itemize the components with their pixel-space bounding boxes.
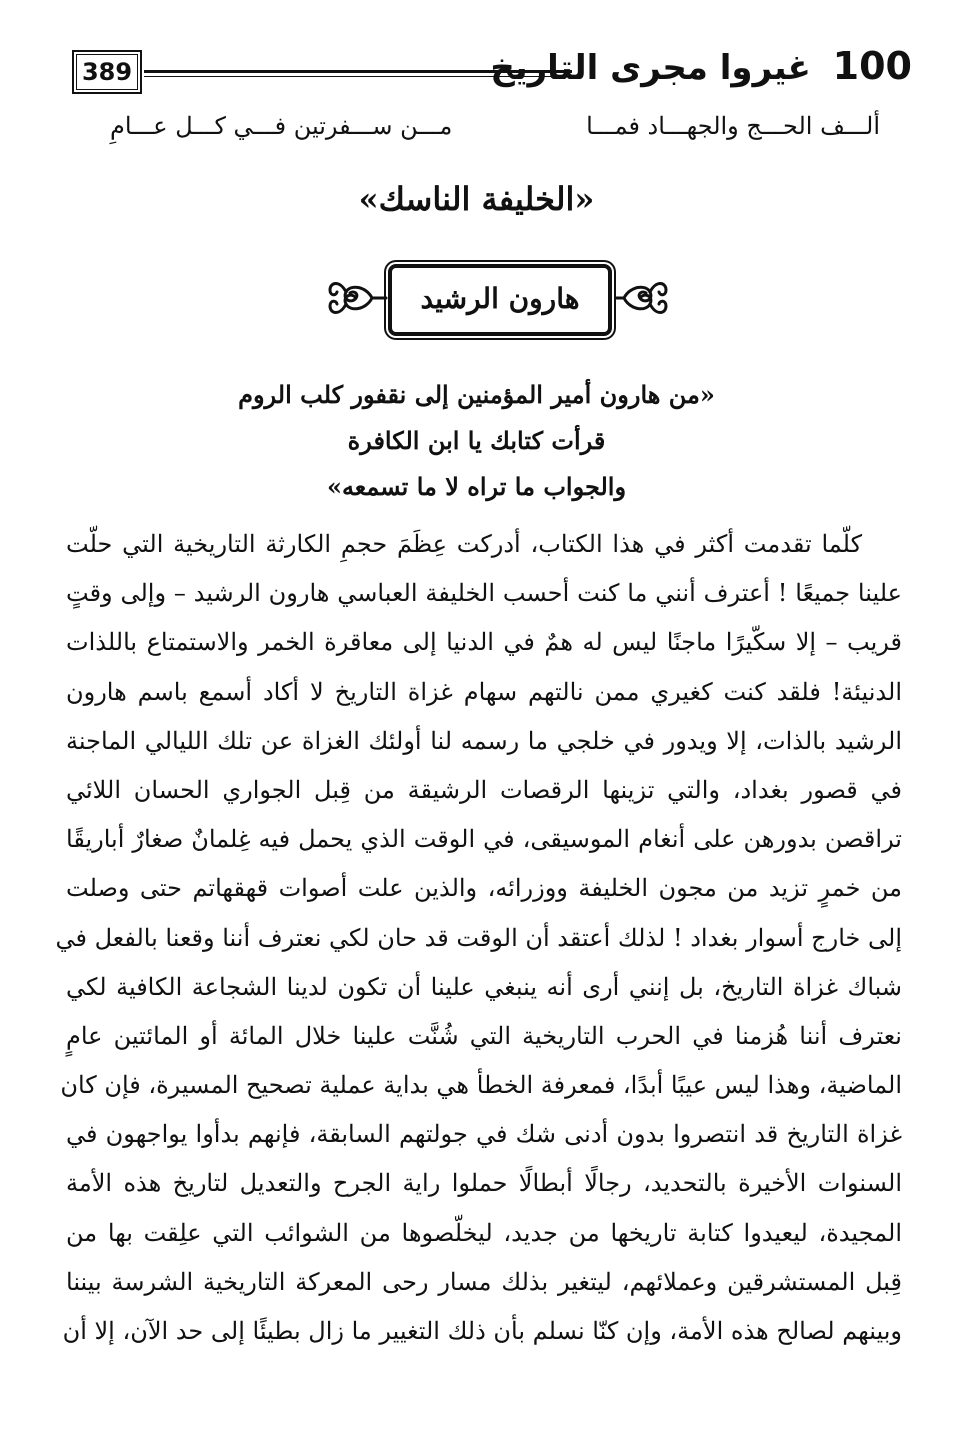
book-number: 100 <box>832 44 912 88</box>
body-line: قِبل المستشرقين وعملائهم، ليتغير بذلك مسار رحى المعركة التاريخية الشرسة بيننا <box>66 1267 902 1296</box>
verse-hemistich-second: مـــن ســـفرتين فـــي كـــل عـــامِ <box>110 112 453 140</box>
right-scroll-ornament-icon <box>606 266 670 330</box>
opening-quote <box>0 372 953 510</box>
body-line: من خمرٍ تزيد من مجون الخليفة ووزرائه، والذين علت أصوات قهقهاتم حتى وصلت <box>66 874 902 903</box>
body-line: الرشيد بالذات، إلا ويدور في خلجي ما رسمه لنا أولئك الغزاة عن تلك الليالي الماجنة <box>66 726 903 755</box>
quote-line: «من هارون أمير المؤمنين إلى نقفور كلب الروم <box>238 380 715 409</box>
quote-line: والجواب ما تراه لا ما تسمعه» <box>326 472 627 501</box>
body-text <box>55 520 903 1356</box>
body-line: علينا جميعًا ! أعترف أنني ما كنت أحسب الخليفة العباسي هارون الرشيد – وإلى وقتٍ <box>66 579 902 608</box>
quote-line: قرأت كتابك يا ابن الكافرة <box>347 426 606 455</box>
page-number: 389 <box>72 50 142 94</box>
body-line: غزاة التاريخ قد انتصروا بدون أدنى شك في جولتهم السابقة، فإنهم بدأوا يواجهون في <box>66 1120 902 1149</box>
verse-hemistich-first: ألـــف الحـــج والجهـــاد فمـــا <box>586 112 880 140</box>
body-line: تراقصن بدورهن على أنغام الموسيقى، في الوقت الذي يحمل فيه غِلمانٌ صغارٌ أباريقًا <box>66 825 902 854</box>
body-line: في قصور بغداد، والتي تزينها الرقصات الرشيقة من قِبل الجواري الحسان اللائي <box>66 775 902 804</box>
body-line: إلى خارج أسوار بغداد ! لذلك أعتقد أن الوقت قد حان لكي نعترف أننا وقعنا بالفعل في <box>55 923 902 952</box>
body-line: شباك غزاة التاريخ، بل إنني أرى أنه ينبغي علينا أن تكون لدينا الشجاعة الكافية لكي <box>66 972 902 1001</box>
left-scroll-ornament-icon <box>326 266 390 330</box>
body-line: الماضية، وهذا ليس عيبًا أبدًا، فمعرفة الخطأ هي بداية عملية تصحيح المسيرة، فإن كان <box>60 1071 902 1100</box>
chapter-title: هارون الرشيد <box>388 264 612 336</box>
running-header <box>72 40 912 104</box>
body-line: قريب – إلا سكّيرًا ماجنًا ليس له همٌ في الدنيا إلى معاقرة الخمر والاستمتاع باللذات <box>66 628 902 657</box>
body-line: كلّما تقدمت أكثر في هذا الكتاب، أدركت عِظَمَ حجمِ الكارثة التاريخية التي حلّت <box>66 530 862 558</box>
body-line: السنوات الأخيرة بالتحديد، رجالًا أبطالًا حملوا راية الجرح والتعديل لتاريخ هذه الأمة <box>66 1169 902 1198</box>
body-line: وبينهم لصالح هذه الأمة، وإن كنّا نسلم بأن ذلك التغيير ما زال بطيئًا إلى حد الآن، إلا أن <box>62 1317 902 1345</box>
header-rule <box>144 70 572 77</box>
chapter-epithet: «الخليفة الناسك» <box>358 180 595 218</box>
body-line: نعترف أننا هُزمنا في الحرب التاريخية التي شُنَّت علينا خلال المائة أو المائتين عامٍ <box>66 1021 902 1050</box>
poem-verse <box>90 112 880 156</box>
body-line: الدنيئة! فلقد كنت كغيري ممن نالتهم سهام غزاة التاريخ لا أكاد أسمع باسم هارون <box>66 677 902 706</box>
body-line: المجيدة، ليعيدوا كتابة تاريخها من جديد، ليخلّصوها من الشوائب التي علِقت بها من <box>66 1218 902 1247</box>
book-title <box>490 44 912 88</box>
book-title-text: غيروا مجرى التاريخ <box>490 48 811 88</box>
chapter-title-cartouche <box>326 258 670 338</box>
